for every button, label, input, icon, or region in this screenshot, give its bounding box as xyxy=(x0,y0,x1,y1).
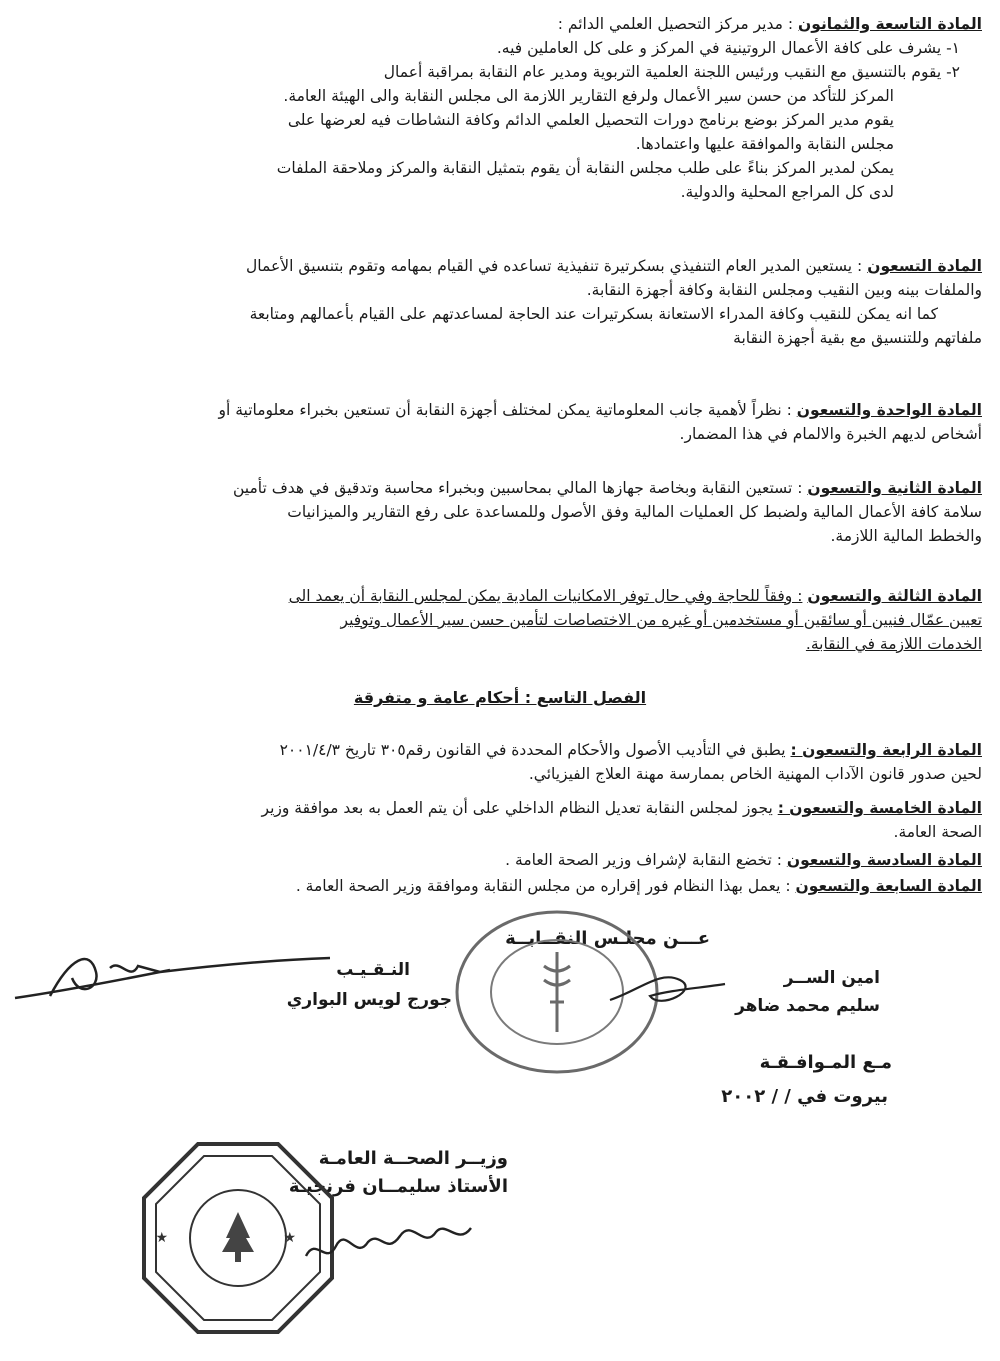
article-92 xyxy=(32,476,982,548)
article-text: : نظراً لأهمية جانب المعلوماتية يمكن لمختلف أجهزة النقابة أن تستعين بخبراء معلوماتية أو xyxy=(218,401,792,419)
article-text: والخطط المالية اللازمة. xyxy=(830,527,982,545)
article-text: : وفقاً للحاجة وفي حال توفر الامكانيات المادية يمكن لمجلس النقابة أن يعمد الى xyxy=(288,587,803,605)
article-title: المادة السادسة والتسعون xyxy=(786,851,982,869)
article-title: المادة الثالثة والتسعون xyxy=(807,587,982,605)
article-95 xyxy=(32,796,982,844)
secretary-title: امين الســر xyxy=(783,968,880,988)
secretary-name: سليم محمد ضاهر xyxy=(735,996,880,1016)
article-text: يجوز لمجلس النقابة تعديل النظام الداخلي على أن يتم العمل به بعد موافقة وزير xyxy=(261,799,773,817)
svg-text:★: ★ xyxy=(283,1230,296,1246)
article-text: ملفاتهم وللتنسيق مع بقية أجهزة النقابة xyxy=(733,329,982,347)
chapter-heading: الفصل التاسع : أحكام عامة و متفرقة xyxy=(353,688,647,707)
article-text: الصحة العامة. xyxy=(893,823,982,841)
article-title: المادة السابعة والتسعون xyxy=(795,877,982,895)
minister-name: الأستاذ سليمــان فرنجيـة xyxy=(288,1176,508,1197)
article-text: ١- يشرف على كافة الأعمال الروتينية في المركز و على كل العاملين فيه. xyxy=(496,39,960,57)
article-94 xyxy=(32,738,982,786)
article-title: المادة التسعون xyxy=(867,257,982,275)
article-93 xyxy=(32,584,982,656)
article-text: الخدمات اللازمة في النقابة. xyxy=(805,635,982,653)
article-89 xyxy=(32,12,982,204)
article-text: تعيين عمّال فنيين أو سائقين أو مستخدمين أو غيره من الاختصاصات لتأمين حسن سير الأعمال وتوفير xyxy=(340,611,982,629)
article-title: المادة الرابعة والتسعون : xyxy=(790,741,982,759)
article-text: يطبق في التأديب الأصول والأحكام المحددة في القانون رقم٣٠٥ تاريخ ٢٠٠١/٤/٣ xyxy=(279,741,786,759)
minister-signature xyxy=(296,1206,476,1276)
article-90 xyxy=(32,254,982,350)
article-text: لدى كل المراجع المحلية والدولية. xyxy=(680,183,894,201)
svg-text:★: ★ xyxy=(155,1230,168,1246)
article-text: : يعمل بهذا النظام فور إقراره من مجلس النقابة وموافقة وزير الصحة العامة . xyxy=(295,877,791,895)
president-signature xyxy=(10,938,340,1008)
article-text: يمكن لمدير المركز بناءً على طلب مجلس النقابة أن يقوم بتمثيل النقابة والمركز وملاحقة الملفات xyxy=(276,159,894,177)
article-text: يقوم مدير المركز بوضع برنامج دورات التحصيل العلمي الدائم وكافة النشاطات فيه لعرضها على xyxy=(287,111,894,129)
minister-title: وزيــر الصحــة العامـة xyxy=(318,1148,508,1169)
article-title: المادة الثانية والتسعون xyxy=(807,479,982,497)
place-date: بيروت في / / ٢٠٠٢ xyxy=(721,1086,888,1107)
article-96 xyxy=(32,848,982,872)
article-title: المادة الخامسة والتسعون : xyxy=(777,799,982,817)
article-text: كما انه يمكن للنقيب وكافة المدراء الاستعانة بسكرتيرات عند الحاجة لمساعدتهم على القيام بأعمالهم ومتابعة xyxy=(249,305,938,323)
article-text: أشخاص لديهم الخبرة والالمام في هذا المضمار. xyxy=(679,425,982,443)
article-title: المادة التاسعة والثمانون xyxy=(798,15,982,33)
article-text: : تخضع النقابة لإشراف وزير الصحة العامة . xyxy=(505,851,782,869)
secretary-signature xyxy=(600,960,730,1020)
article-text: المركز للتأكد من حسن سير الأعمال ولرفع التقارير اللازمة الى مجلس النقابة والى الهيئة العامة. xyxy=(283,87,894,105)
article-text: : تستعين النقابة وبخاصة جهازها المالي بمحاسبين وبخبراء محاسبة وتدقيق في هدف تأمين xyxy=(232,479,803,497)
article-91 xyxy=(32,398,982,446)
approval-heading: مـع المـوافـقـة xyxy=(759,1052,892,1073)
article-97 xyxy=(32,874,982,898)
article-text: ٢- يقوم بالتنسيق مع النقيب ورئيس اللجنة العلمية التربوية ومدير عام النقابة بمراقبة أعمال xyxy=(383,63,960,81)
president-title: النـقـيـب xyxy=(336,960,410,980)
article-text: لحين صدور قانون الآداب المهنية الخاص بممارسة مهنة العلاج الفيزيائي. xyxy=(528,765,982,783)
article-text: مجلس النقابة والموافقة عليها واعتمادها. xyxy=(635,135,894,153)
article-title: المادة الواحدة والتسعون xyxy=(796,401,982,419)
article-text: والملفات بينه وبين النقيب ومجلس النقابة وكافة أجهزة النقابة. xyxy=(586,281,982,299)
article-text: : مدير مركز التحصيل العلمي الدائم : xyxy=(557,15,794,33)
president-name: جورج لويس البواري xyxy=(286,990,452,1010)
article-text: سلامة كافة الأعمال المالية ولضبط كل العمليات المالية وفق الأصول وللمساعدة على رفع التقارير والميزانيات xyxy=(287,503,982,521)
council-heading: عـــن مجلـس النقــابــة xyxy=(505,928,710,949)
article-text: : يستعين المدير العام التنفيذي بسكرتيرة تنفيذية تساعده في القيام بمهامه وتقوم بتنسيق الأعمال xyxy=(246,257,863,275)
